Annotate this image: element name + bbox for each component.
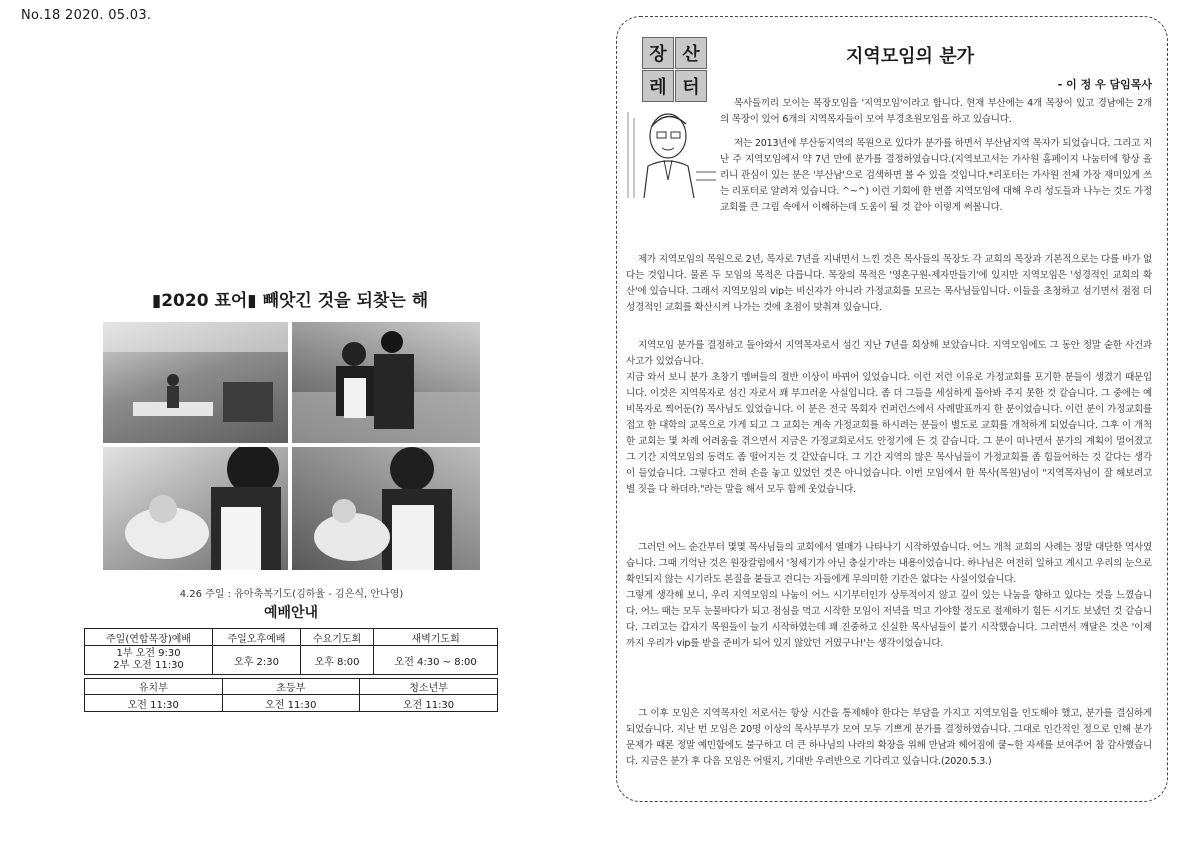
- article-title: 지역모임의 분가: [846, 46, 974, 67]
- photo-mother-baby-2: [292, 447, 480, 570]
- article-author: - 이 정 우 담임목사: [1057, 78, 1152, 91]
- table-row: [85, 679, 498, 695]
- pastor-blessing-scene: [292, 322, 480, 443]
- service-name: 주일오후예배: [213, 629, 301, 646]
- column-stamp-char: 산: [675, 37, 707, 69]
- article-paragraph: 그 이후 모임은 지역목자인 저로서는 항상 시간을 통제해야 한다는 부담을 가지고 지역모임을 인도해야 했고, 분가를 결심하게 되었습니다. 지난 번 모임은 20명 이상의 목사부부가 모여 모두 기쁘게 분가를 결정하였습니다. 그대로 인간적인 정으로 인해 분가 문제가 때론 정말 예민함에도 불구하고 더 큰 하나님의 나라의 확장을 위해 만남과 헤어짐에 쿨~한 자세를 보여주어 참 감사했습니다. 지금은 분가 후 다음 모임은 어떨지, 기대반 우려반으로 기다리고 있습니다.(2020.5.3.): [626, 708, 1152, 767]
- column-stamp-char: 터: [675, 70, 707, 102]
- photo-collage: [103, 322, 480, 570]
- department-name: 유치부: [85, 679, 223, 695]
- service-time: 오후 8:00: [300, 646, 373, 675]
- issue-number: No.18 2020. 05.03.: [21, 8, 152, 23]
- department-name: 초등부: [222, 679, 360, 695]
- department-time: 오전 11:30: [85, 695, 223, 712]
- worship-guide-title: 예배안내: [263, 605, 319, 621]
- department-time: 오전 11:30: [360, 695, 498, 712]
- service-time: 오후 2:30: [213, 646, 301, 675]
- table-row: [85, 629, 498, 646]
- article-paragraph: 제가 지역모임의 목원으로 2년, 목자로 7년을 지내면서 느낀 것은 목사들의 목장도 각 교회의 목장과 기본적으로는 다를 바가 없다는 것입니다. 물론 두 모임의 목적은 다릅니다. 목장의 목적은 '영혼구원-제자만들기'에 있지만 지역모임은 '성경적인 교회의 확산'에 있습니다. 그래서 지역모임의 vip는 비신자가 아니라 가정교회를 모르는 목사님들입니다. 이들을 초청하고 섬기면서 점점 더 성경적인 교회를 확산시켜 나가는 것에 초점이 맞춰져 있습니다.: [626, 254, 1152, 313]
- article-paragraph: 목사들끼리 모이는 목장모임을 '지역모임'이라고 합니다. 현재 부산에는 4개 목장이 있고 경남에는 2개의 목장이 있어 6개의 지역목자들이 모여 부경초원모임을 하고 있습니다.: [720, 98, 1152, 125]
- pastor-portrait-illustration: [624, 102, 718, 200]
- service-name: 주일(연합목장)예배: [85, 629, 213, 646]
- mother-baby-scene-1: [103, 447, 288, 570]
- article-paragraph: 지역모임 분가를 결정하고 돌아와서 지역목자로서 섬긴 지난 7년을 회상해 보았습니다. 지역모임에도 그 동안 정말 숱한 사건과 사고가 있었습니다. 지금 와서 보니 분가 초창기 멤버들의 절반 이상이 바뀌어 있었습니다. 이런 저런 이유로 가정교회를 포기한 분들이 생겼기 때문입니다. 이것은 지역목자로 섬긴 자로서 꽤 부끄러운 사실입니다. 좀 더 그들을 세심하게 돌아봐 주지 못한 것 같습니다. 그 중에는 예비목자로 찍어둔(?) 목사님도 있었습니다. 이 분은 전국 목회자 컨퍼런스에서 사례발표까지 한 분이었습니다. 이런 분이 가정교회를 접고 한 대학의 교목으로 가게 되고 그 교회는 계속 가정교회를 하시려는 분들이 별도로 교회를 개척하게 되었습니다. 그후 이 개척한 교회는 몇 차례 어려움을 겪으면서 지금은 가정교회로서도 안정기에 든 것 같습니다. 그 분이 떠나면서 분가의 계획이 멀어졌고 그 기간 지역모임의 동력도 좀 떨어지는 것 같았습니다. 그 기간 지역의 많은 목사님들이 가정교회를 좀 힘들어하는 것 같다는 생각이 들었습니다. 그렇다고 전혀 손을 놓고 있었던 것은 아니었습니다. 이번 모임에서 한 목사(목원)님이 "지역목자님이 잘 해보려고 별 짓을 다 하더라."라는 말을 해서 모두 함께 웃었습니다.: [626, 340, 1152, 495]
- photo-mother-baby-1: [103, 447, 288, 570]
- photo-pastor-blessing: [292, 322, 480, 443]
- sanctuary-scene: [103, 322, 288, 443]
- mother-baby-scene-2: [292, 447, 480, 570]
- photo-sanctuary-prayer: [103, 322, 288, 443]
- year-motto: ▮2020 표어▮ 빼앗긴 것을 되찾는 해: [151, 291, 429, 311]
- department-schedule-table: [84, 678, 498, 712]
- article-paragraph: 그러던 어느 순간부터 몇몇 목사님들의 교회에서 열매가 나타나기 시작하였습니다. 어느 개척 교회의 사례는 정말 대단한 역사였습니다. 그때 기억난 것은 원장칼럼에서 '청세기가 아닌 충실기'라는 내용이었습니다. 하나님은 여전히 일하고 계시고 우리의 눈으로 확인되지 않는 시기라도 본질을 붙들고 견디는 자들에게 무의미한 기간은 없다는 사실이었습니다. 그렇게 생각해 보니, 우리 지역모임의 나눔이 어느 시기부터인가 상투적이지 않고 깊이 있는 나눔을 향하고 있다는 것을 느꼈습니다. 어느 때는 모두 눈물바다가 되고 점심을 먹고 시작한 모임이 저녁을 먹고 가야할 정도로 절제하기 힘든 시기도 보냈던 것 같습니다. 그리고는 갑자기 목원들이 늘기 시작하였는데 꽤 진중하고 신실한 목사님들이 붙기 시작했습니다. 그러면서 깨달은 것은 '이제까지 우리가 vip를 받을 준비가 되어 있지 않았던 거였구나!'는 생각이었습니다.: [626, 542, 1152, 649]
- photo-caption: 4.26 주일 : 유아축복기도(김하율 - 김은식, 안나영): [179, 589, 404, 600]
- table-row: [85, 646, 498, 675]
- service-name: 수요기도회: [300, 629, 373, 646]
- worship-schedule-table: [84, 628, 498, 675]
- department-name: 청소년부: [360, 679, 498, 695]
- column-stamp-char: 레: [642, 70, 674, 102]
- department-time: 오전 11:30: [222, 695, 360, 712]
- column-stamp-char: 장: [642, 37, 674, 69]
- service-time: 1부 오전 9:30 2부 오전 11:30: [85, 646, 213, 675]
- article-paragraph: 저는 2013년에 부산동지역의 목원으로 있다가 분가를 하면서 부산남지역 목자가 되었습니다. 그리고 지난 주 지역모임에서 약 7년 만에 분가를 결정하였습니다.(지역보고서는 가사원 홈페이지 나눔터에 항상 올리니 관심이 있는 분은 '부산남'으로 검색하면 볼 수 있을 것입니다.*리포터는 가사원 전체 가장 재미있게 쓰는 리포터로 알려져 있습니다. ^~^) 이런 기회에 한 번쯤 지역모임에 대해 우리 성도들과 나누는 것도 가정교회를 큰 그림 속에서 이해하는데 도움이 될 것 같아 이렇게 써봅니다.: [720, 138, 1152, 213]
- table-row: [85, 695, 498, 712]
- service-time: 오전 4:30 ~ 8:00: [374, 646, 498, 675]
- service-name: 새벽기도회: [374, 629, 498, 646]
